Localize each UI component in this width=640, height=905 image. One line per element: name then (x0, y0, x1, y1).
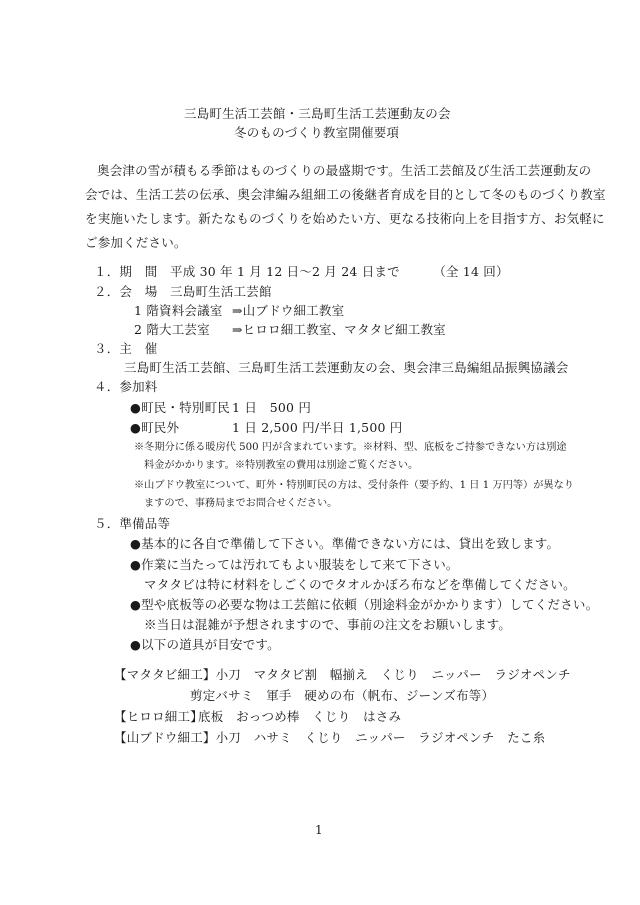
supplies-line: ●以下の道具が目安です。 (130, 637, 280, 652)
venue-value: 三島町生活工芸館 (170, 284, 272, 299)
tools-items: 小刀 マタタビ割 幅揃え くじり ニッパー ラジオペンチ (215, 667, 571, 682)
fee-item-price: 1 日 500 円 (232, 400, 312, 415)
organizer-label: 主 催 (119, 341, 158, 356)
tools-row-matatabi (114, 667, 571, 683)
tools-category: 【山ブドウ細工】 (114, 730, 216, 745)
fee-note-1-line-2: 料金がかかります。※特別教室の費用は別途ご覧ください。 (144, 460, 419, 471)
section-supplies (94, 516, 170, 532)
organizer-number: ３． (94, 341, 120, 356)
tools-items: 小刀 ハサミ くじり ニッパー ラジオペンチ たこ糸 (215, 730, 546, 745)
period-value: 平成 30 年 1 月 12 日〜2 月 24 日まで (170, 264, 400, 279)
fee-item-price: 1 日 2,500 円/半日 1,500 円 (232, 420, 403, 435)
organizer-value: 三島町生活工芸館、三島町生活工芸運動友の会、奥会津三島編組品振興協議会 (124, 360, 569, 375)
section-period (94, 264, 509, 280)
intro-line-3: を実施いたします。新たなものづくりを始めたい方、更なる技術向上を目指す方、お気軽に (85, 211, 605, 226)
supplies-number: ５． (94, 516, 120, 531)
supplies-line: ●基本的に各自で準備して下さい。準備できない方には、貸出を致します。 (130, 536, 560, 551)
tools-row-matatabi-cont: 剪定バサミ 軍手 硬めの布（帆布、ジーンズ布等） (190, 688, 495, 703)
venue-number: ２． (94, 284, 120, 299)
supplies-line: マタタビは特に材料をしごくのでタオルかぼろ布などを準備してください。 (144, 577, 576, 592)
fee-note-2-line-1: ※山ブドウ教室について、町外・特別町民の方は、受付条件（要予約、1 日 1 万円等）が異なり (134, 480, 574, 491)
intro-line-4: ご参加ください。 (85, 235, 187, 250)
supplies-line: ※当日は混雑が予想されますので、事前の注文をお願いします。 (144, 617, 512, 632)
fee-item-nonresident (130, 420, 403, 436)
section-fee (94, 379, 158, 395)
tools-row-yamabudou (114, 730, 545, 746)
tools-category: 【ヒロロ細工】 (114, 709, 203, 724)
venue-room-1 (134, 303, 344, 319)
venue-room-floor: 1 階資料会議室 (134, 303, 223, 318)
section-organizer (94, 341, 158, 357)
period-label: 期 間 (119, 264, 158, 279)
section-venue (94, 284, 272, 300)
venue-room-classes: ⇒ヒロロ細工教室、マタタビ細工教室 (232, 322, 446, 337)
page-number: 1 (315, 823, 323, 837)
fee-note-1-line-1: ※冬期分に係る暖房代 500 円が含まれています。※材料、型、底板をご持参できない方は別途 (134, 442, 567, 453)
supplies-label: 準備品等 (119, 516, 171, 531)
fee-note-2-line-2: ますので、事務局までお問合せください。 (144, 498, 338, 509)
venue-label: 会 場 (119, 284, 158, 299)
intro-line-2: 会では、生活工芸の伝承、奥会津編み組細工の後継者育成を目的として冬のものづくり教室 (85, 187, 606, 202)
tools-category: 【マタタビ細工】 (114, 667, 216, 682)
fee-item-resident (130, 400, 311, 416)
supplies-line: ●型や底板等の必要な物は工芸館に依頼（別途料金がかかります）してください。 (130, 597, 599, 612)
title-line-1: 三島町生活工芸館・三島町生活工芸運動友の会 (184, 106, 451, 121)
venue-room-2 (134, 322, 446, 338)
venue-room-floor: 2 階大工芸室 (134, 322, 210, 337)
tools-items: 底板 おっつめ棒 くじり はさみ (198, 709, 402, 724)
fee-item-name: ●町民外 (130, 420, 180, 435)
period-number: １． (94, 264, 120, 279)
venue-room-classes: ⇒山ブドウ細工教室 (232, 303, 345, 318)
title-line-2: 冬のものづくり教室開催要項 (234, 125, 400, 140)
intro-line-1: 奥会津の雪が積もる季節はものづくりの最盛期です。生活工芸館及び生活工芸運動友の (97, 163, 592, 178)
tools-row-hiroro (114, 709, 401, 725)
supplies-line: ●作業に当たっては汚れてもよい服装をして来て下さい。 (130, 557, 459, 572)
fee-item-name: ●町民・特別町民 (130, 400, 231, 415)
period-note: （全 14 回） (433, 264, 509, 279)
fee-number: ４． (94, 379, 120, 394)
fee-label: 参加料 (119, 379, 158, 394)
